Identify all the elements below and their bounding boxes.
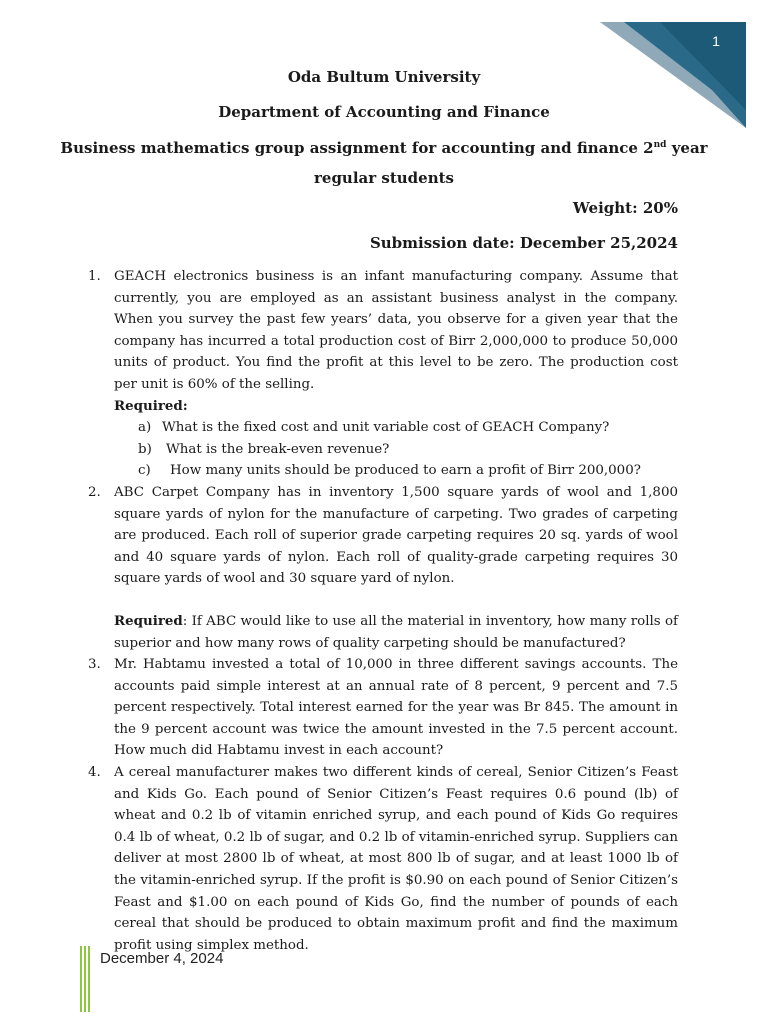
required-label: Required (114, 612, 183, 629)
sub-question-letter: a) (138, 420, 152, 436)
question-text: GEACH electronics business is an infant manufacturing company. Assume that currently, you are employed as an assistant business analyst in the company. When you survey the past few years’ data, you observe for a given year that the company has incurred a total production cost of Birr 2,000,000 to produce 50,000 units of product. You find the profit at this level to be zero. The production cost per unit is 60% of the selling. (114, 269, 678, 392)
submission-date: Submission date: December 25,2024 (369, 234, 678, 252)
weight-label: Weight: 20% (572, 199, 678, 217)
assignment-title-superscript: nd (653, 140, 667, 150)
assignment-title-part2: year (666, 139, 708, 157)
required-text: : If ABC would like to use all the material in inventory, how many rolls of superior and how many rows of quality carpeting should be manufactured? (114, 613, 678, 651)
sub-question-b (114, 439, 678, 461)
required-label: Required: (114, 397, 188, 414)
question-text: ABC Carpet Company has in inventory 1,500 square yards of wool and 1,800 square yards of nylon for the manufacture of carpeting. Two grades of carpeting are produced. Each roll of superior grade carpeting requires 20 sq. yards of wool and 40 square yards of nylon. Each roll of quality-grade carpeting requires 30 square yards of wool and 30 square yard of nylon. (114, 484, 678, 587)
sub-question-letter: c) (138, 463, 151, 479)
question-number: 3. (88, 657, 101, 673)
question-number: 1. (88, 269, 101, 284)
department-name: Department of Accounting and Finance (218, 103, 550, 121)
question-2 (86, 482, 678, 654)
question-3 (86, 654, 678, 762)
page-number: 1 (712, 33, 720, 49)
required-paragraph (114, 611, 678, 654)
assignment-title (60, 133, 708, 193)
sub-question-text: What is the break-even revenue? (166, 441, 390, 457)
sub-question-a (114, 417, 678, 439)
question-1 (86, 266, 678, 482)
assignment-title-part1: Business mathematics group assignment for accounting and finance 2 (60, 139, 654, 157)
sub-question-letter: b) (138, 441, 152, 457)
question-text: Mr. Habtamu invested a total of 10,000 in three different savings accounts. The accounts paid simple interest at an annual rate of 8 percent, 9 percent and 7.5 percent respectively. Total interest earned for the year was Br 845. The amount in the 9 percent account was twice the amount invested in the 7.5 percent account. How much did Habtamu invest in each account? (114, 657, 678, 759)
sub-question-text: How many units should be produced to earn a profit of Birr 200,000? (170, 463, 641, 479)
question-number: 2. (88, 484, 101, 500)
sub-question-c (114, 460, 678, 482)
question-4 (86, 762, 678, 956)
question-text: A cereal manufacturer makes two different kinds of cereal, Senior Citizen’s Feast and Kids Go. Each pound of Senior Citizen’s Feast requires 0.6 pound (lb) of wheat and 0.2 lb of vitamin enriched syrup, and each pound of Kids Go requires 0.4 lb of wheat, 0.2 lb of sugar, and 0.2 lb of vitamin-enriched syrup. Suppliers can deliver at most 2800 lb of wheat, at most 800 lb of sugar, and at least 1000 lb of the vitamin-enriched syrup. If the profit is $0.90 on each pound of Senior Citizen’s Feast and $1.00 on each pound of Kids Go, find the number of pounds of each cereal that should be produced to obtain maximum profit and find the maximum profit using simplex method. (114, 765, 678, 953)
question-list (86, 266, 678, 956)
sub-question-text: What is the fixed cost and unit variable cost of GEACH Company? (162, 420, 610, 436)
university-name: Oda Bultum University (287, 68, 481, 86)
footer-date: December 4, 2024 (100, 950, 224, 967)
question-number: 4. (88, 765, 101, 781)
footer-accent-bars (80, 946, 92, 1012)
assignment-title-line2: regular students (314, 169, 454, 187)
sub-question-list (114, 417, 678, 482)
